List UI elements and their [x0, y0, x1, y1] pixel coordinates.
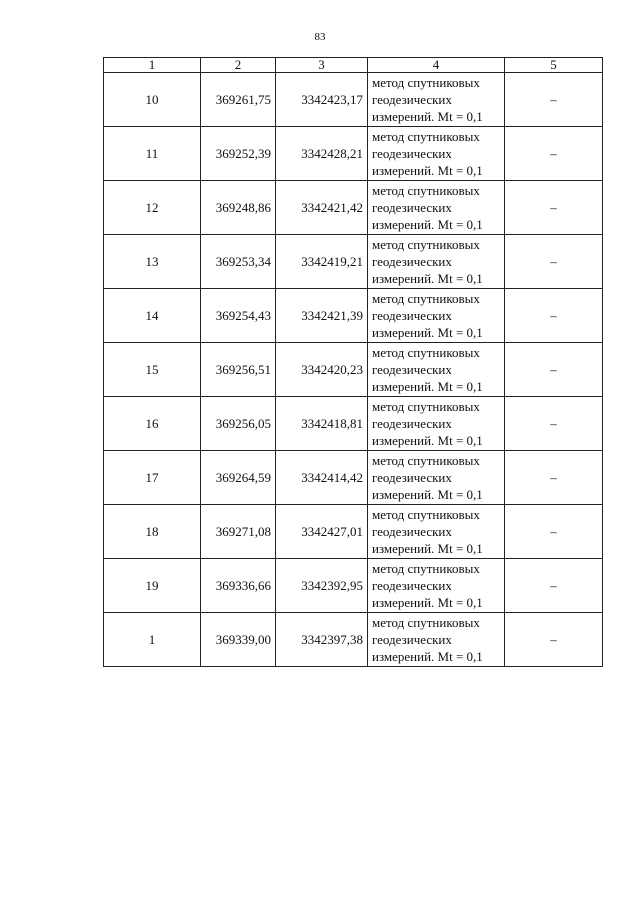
method-cell: [368, 397, 505, 451]
table-row: [104, 235, 603, 289]
method-line: геодезических: [372, 632, 452, 647]
method-line: измерений. Mt = 0,1: [372, 595, 483, 610]
point-number-cell: 17: [104, 451, 201, 505]
method-line: измерений. Mt = 0,1: [372, 271, 483, 286]
method-line: метод спутниковых: [372, 507, 480, 522]
y-coordinate-cell: 3342420,23: [276, 343, 368, 397]
point-number-cell: 10: [104, 73, 201, 127]
note-cell: –: [505, 181, 603, 235]
y-coordinate-cell: 3342418,81: [276, 397, 368, 451]
method-line: измерений. Mt = 0,1: [372, 541, 483, 556]
table-header: [104, 58, 603, 73]
y-coordinate-cell: 3342423,17: [276, 73, 368, 127]
column-header-2: 2: [201, 58, 276, 73]
table-row: [104, 397, 603, 451]
method-line: измерений. Mt = 0,1: [372, 109, 483, 124]
method-line: геодезических: [372, 524, 452, 539]
method-cell: [368, 559, 505, 613]
y-coordinate-cell: 3342419,21: [276, 235, 368, 289]
note-cell: –: [505, 505, 603, 559]
method-line: геодезических: [372, 200, 452, 215]
point-number-cell: 19: [104, 559, 201, 613]
note-cell: –: [505, 343, 603, 397]
y-coordinate-cell: 3342421,42: [276, 181, 368, 235]
method-line: геодезических: [372, 146, 452, 161]
method-cell: [368, 505, 505, 559]
method-line: геодезических: [372, 416, 452, 431]
method-cell: [368, 289, 505, 343]
method-cell: [368, 613, 505, 667]
point-number-cell: 11: [104, 127, 201, 181]
method-cell: [368, 127, 505, 181]
method-line: метод спутниковых: [372, 237, 480, 252]
method-line: метод спутниковых: [372, 129, 480, 144]
method-line: метод спутниковых: [372, 453, 480, 468]
method-line: метод спутниковых: [372, 561, 480, 576]
coordinates-table: [103, 57, 603, 667]
method-line: измерений. Mt = 0,1: [372, 649, 483, 664]
table-row: [104, 505, 603, 559]
y-coordinate-cell: 3342392,95: [276, 559, 368, 613]
method-line: геодезических: [372, 362, 452, 377]
x-coordinate-cell: 369256,05: [201, 397, 276, 451]
table-row: [104, 127, 603, 181]
x-coordinate-cell: 369261,75: [201, 73, 276, 127]
method-line: измерений. Mt = 0,1: [372, 433, 483, 448]
table-row: [104, 559, 603, 613]
method-line: метод спутниковых: [372, 291, 480, 306]
note-cell: –: [505, 613, 603, 667]
method-cell: [368, 235, 505, 289]
table-row: [104, 343, 603, 397]
note-cell: –: [505, 235, 603, 289]
note-cell: –: [505, 451, 603, 505]
method-cell: [368, 181, 505, 235]
x-coordinate-cell: 369248,86: [201, 181, 276, 235]
method-line: измерений. Mt = 0,1: [372, 325, 483, 340]
x-coordinate-cell: 369254,43: [201, 289, 276, 343]
note-cell: –: [505, 289, 603, 343]
y-coordinate-cell: 3342414,42: [276, 451, 368, 505]
point-number-cell: 12: [104, 181, 201, 235]
table-row: [104, 289, 603, 343]
x-coordinate-cell: 369339,00: [201, 613, 276, 667]
method-cell: [368, 451, 505, 505]
y-coordinate-cell: 3342397,38: [276, 613, 368, 667]
method-line: метод спутниковых: [372, 399, 480, 414]
header-row: [104, 58, 603, 73]
method-line: метод спутниковых: [372, 345, 480, 360]
method-line: измерений. Mt = 0,1: [372, 379, 483, 394]
y-coordinate-cell: 3342427,01: [276, 505, 368, 559]
method-line: измерений. Mt = 0,1: [372, 487, 483, 502]
table-row: [104, 451, 603, 505]
method-line: геодезических: [372, 308, 452, 323]
x-coordinate-cell: 369271,08: [201, 505, 276, 559]
point-number-cell: 16: [104, 397, 201, 451]
note-cell: –: [505, 127, 603, 181]
point-number-cell: 15: [104, 343, 201, 397]
column-header-4: 4: [368, 58, 505, 73]
method-cell: [368, 73, 505, 127]
column-header-1: 1: [104, 58, 201, 73]
column-header-5: 5: [505, 58, 603, 73]
x-coordinate-cell: 369252,39: [201, 127, 276, 181]
method-line: измерений. Mt = 0,1: [372, 163, 483, 178]
x-coordinate-cell: 369336,66: [201, 559, 276, 613]
point-number-cell: 18: [104, 505, 201, 559]
x-coordinate-cell: 369253,34: [201, 235, 276, 289]
page-number: 83: [314, 31, 326, 43]
x-coordinate-cell: 369264,59: [201, 451, 276, 505]
method-line: геодезических: [372, 254, 452, 269]
table-body: [104, 73, 603, 667]
method-line: геодезических: [372, 578, 452, 593]
method-line: геодезических: [372, 92, 452, 107]
note-cell: –: [505, 559, 603, 613]
y-coordinate-cell: 3342421,39: [276, 289, 368, 343]
point-number-cell: 1: [104, 613, 201, 667]
method-line: метод спутниковых: [372, 75, 480, 90]
point-number-cell: 14: [104, 289, 201, 343]
method-line: измерений. Mt = 0,1: [372, 217, 483, 232]
y-coordinate-cell: 3342428,21: [276, 127, 368, 181]
method-line: геодезических: [372, 470, 452, 485]
column-header-3: 3: [276, 58, 368, 73]
point-number-cell: 13: [104, 235, 201, 289]
method-line: метод спутниковых: [372, 615, 480, 630]
method-line: метод спутниковых: [372, 183, 480, 198]
x-coordinate-cell: 369256,51: [201, 343, 276, 397]
table-row: [104, 181, 603, 235]
table-row: [104, 613, 603, 667]
method-cell: [368, 343, 505, 397]
note-cell: –: [505, 73, 603, 127]
table-row: [104, 73, 603, 127]
note-cell: –: [505, 397, 603, 451]
